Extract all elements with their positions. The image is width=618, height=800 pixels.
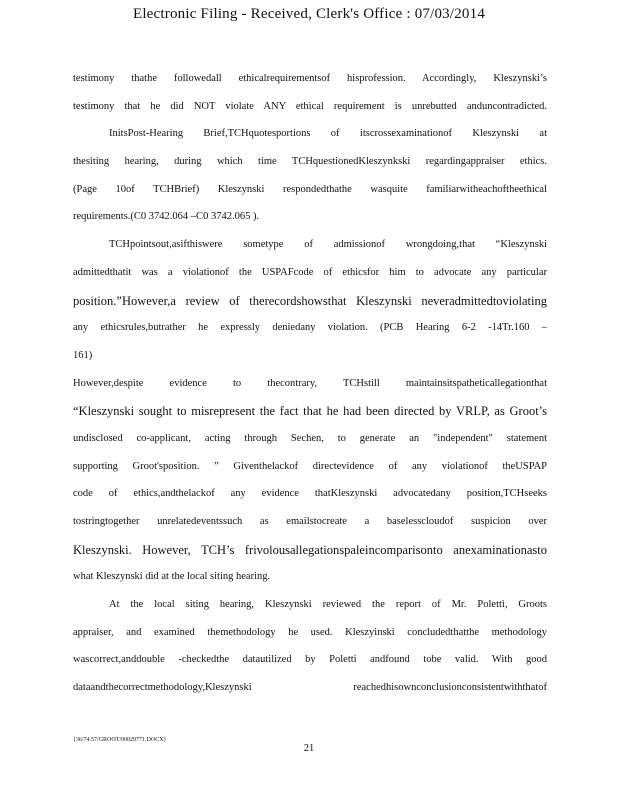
text-line: InitsPost-Hearing Brief,TCHquotesportions of itscrossexaminationof Kleszynski at (109, 128, 547, 140)
text-line: appraiser, and examined themethodology he used. Kleszyinski concludedthatthe methodology (73, 626, 547, 638)
text-line: testimony that he did NOT violate ANY ethical requirement is unrebutted anduncontradicted. (73, 100, 547, 112)
text-line: dataandthecorrectmethodology,Kleszynski reachedhisownconclusionconsistentwiththatof (73, 682, 547, 694)
text-line: requirements.(C0 3742.064 –C0 3742.065 ). (73, 211, 260, 223)
document-body (73, 69, 547, 706)
text-line: “Kleszynski sought to misrepresent the fact that he had been directed by VRLP, as Groot’s (73, 404, 547, 419)
page-number: 21 (303, 743, 315, 754)
text-line: code of ethics,andthelackof any evidence thatKleszynski advocatedany position,TCHseeks (73, 488, 547, 500)
document-reference: {36/74.57/GROOT/00029771.DOCX} (73, 737, 167, 743)
text-line: thesiting hearing, during which time TCHquestionedKleszynkski regardingappraiser ethics. (73, 156, 547, 168)
text-line: position.”However,a review of therecordshowsthat Kleszynski neveradmittedtoviolating (73, 293, 547, 308)
text-line: testimony thathe followedall ethicalrequirementsof hisprofession. Accordingly, Kleszynski’s (73, 73, 547, 84)
text-line: 161) (73, 349, 93, 361)
text-line: TCHpointsout,asifthiswere sometype of admissionof wrongdoing,that “Kleszynski (109, 239, 547, 251)
text-line: supporting Groot'sposition. ” Giventhelackof directevidence of any violationof theUSPAP (73, 460, 547, 472)
text-line: admittedthatit was a violationof the USPAFcode of ethicsfor him to advocate any particular (73, 266, 547, 278)
text-line: (Page 10of TCHBrief) Kleszynski respondedthathe wasquite familiarwitheachoftheethical (73, 183, 547, 195)
text-line: what Kleszynski did at the local siting hearing. (73, 571, 271, 583)
text-line: tostringtogether unrelatedeventssuch as emailstocreate a baselesscloudof suspicion over (73, 516, 547, 527)
text-line: wascorrect,anddouble -checkedthe datautilized by Poletti andfound tobe valid. With good (73, 654, 547, 666)
text-line: At the local siting hearing, Kleszynski reviewed the report of Mr. Poletti, Groots (109, 599, 547, 611)
text-line: However,despite evidence to thecontrary, TCHstill maintainsitspatheticallegationthat (73, 377, 547, 389)
text-line: Kleszynski. However, TCH’s frivolousallegationspaleincomparisonto anexaminationasto (73, 542, 547, 557)
text-line: undisclosed co-applicant, acting through Sechen, to generate an "independent" statement (73, 432, 547, 444)
text-line: any ethicsrules,butrather he expressly deniedany violation. (PCB Hearing 6-2 -14Tr.160 – (73, 322, 547, 334)
filing-header: Electronic Filing - Received, Clerk's Office : 07/03/2014 (132, 6, 486, 22)
